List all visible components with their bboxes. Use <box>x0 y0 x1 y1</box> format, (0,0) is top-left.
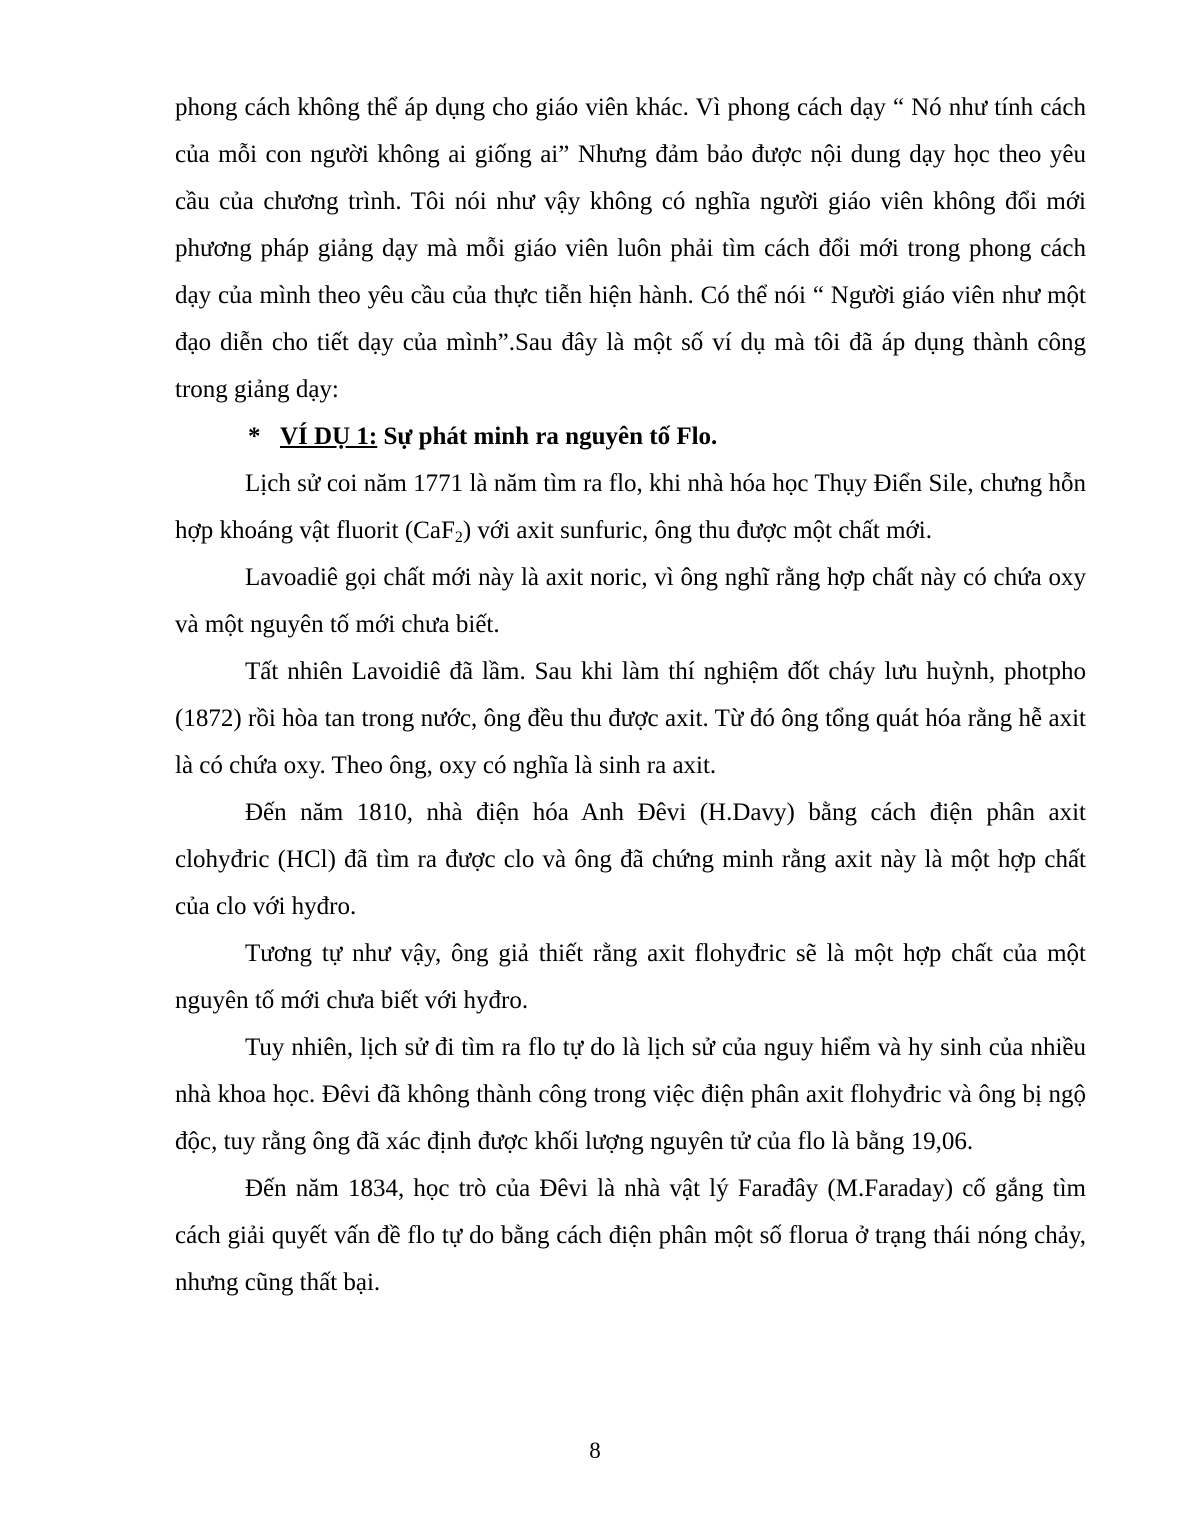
paragraph-1810: Đến năm 1810, nhà điện hóa Anh Đêvi (H.Davy) bằng cách điện phân axit clohyđric (HCl) đã tìm ra được clo và ông đã chứng minh rằng axit này là một hợp chất của clo với hyđro. <box>175 799 1086 920</box>
paragraph-history: Tuy nhiên, lịch sử đi tìm ra flo tự do là lịch sử của nguy hiểm và hy sinh của nhiều nhà khoa học. Đêvi đã không thành công trong việc điện phân axit flohyđric và ông bị ngộ độc, tuy rằng ông đã xác định được khối lượng nguyên tử của flo là bằng 19,06. <box>175 1034 1086 1155</box>
paragraph-lavoadie: Lavoadiê gọi chất mới này là axit noric, vì ông nghĩ rằng hợp chất này có chứa oxy và một nguyên tố mới chưa biết. <box>175 564 1086 638</box>
body-text <box>175 84 1086 1306</box>
page-number: 8 <box>589 1438 601 1463</box>
paragraph-1834: Đến năm 1834, học trò của Đêvi là nhà vật lý Farađây (M.Faraday) cố gắng tìm cách giải quyết vấn đề flo tự do bằng cách điện phân một số florua ở trạng thái nóng chảy, nhưng cũng thất bại. <box>175 1175 1086 1296</box>
subscript-2: 2 <box>454 529 463 546</box>
paragraph-hypothesis: Tương tự như vậy, ông giả thiết rằng axit flohyđric sẽ là một hợp chất của một nguyên tố mới chưa biết với hyđro. <box>175 940 1086 1014</box>
example-title: Sự phát minh ra nguyên tố Flo. <box>377 423 718 450</box>
paragraph-mistake: Tất nhiên Lavoidiê đã lầm. Sau khi làm thí nghiệm đốt cháy lưu huỳnh, photpho (1872) rồi hòa tan trong nước, ông đều thu được axit. Từ đó ông tổng quát hóa rằng hễ axit là có chứa oxy. Theo ông, oxy có nghĩa là sinh ra axit. <box>175 658 1086 779</box>
bullet-star: * <box>248 423 261 450</box>
example-label: VÍ DỤ 1: <box>280 423 378 450</box>
p1-text-after: ) với axit sunfuric, ông thu được một chất mới. <box>462 517 932 544</box>
p1-text-before: Lịch sử coi năm 1771 là năm tìm ra flo, khi nhà hóa học Thụy Điển Sile, chưng hỗn hợp khoáng vật fluorit (CaF <box>175 470 1086 544</box>
example-heading <box>175 413 1086 460</box>
intro-paragraph: phong cách không thể áp dụng cho giáo viên khác. Vì phong cách dạy “ Nó như tính cách của mỗi con người không ai giống ai” Nhưng đảm bảo được nội dung dạy học theo yêu cầu của chương trình. Tôi nói như vậy không có nghĩa người giáo viên không đổi mới phương pháp giảng dạy mà mỗi giáo viên luôn phải tìm cách đổi mới trong phong cách dạy của mình theo yêu cầu của thực tiễn hiện hành. Có thể nói “ Người giáo viên như một đạo diễn cho tiết dạy của mình”.Sau đây là một số ví dụ mà tôi đã áp dụng thành công trong giảng dạy: <box>175 94 1086 403</box>
paragraph-1771 <box>175 460 1086 554</box>
